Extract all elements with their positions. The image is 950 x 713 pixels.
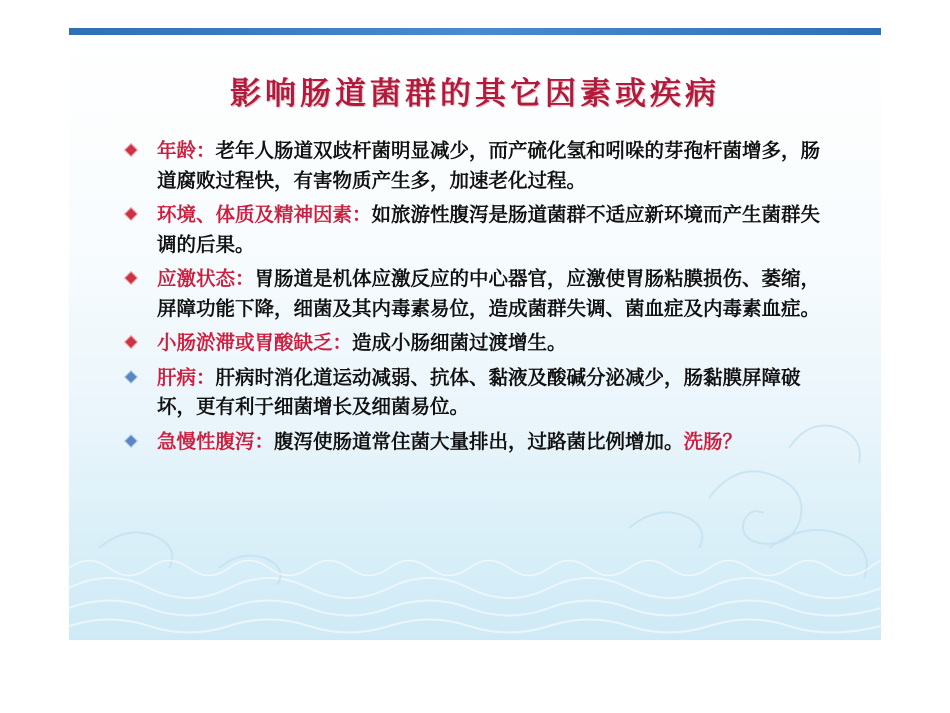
item-separator: ： <box>196 365 216 389</box>
diamond-bullet-icon <box>125 435 136 446</box>
list-item <box>127 136 827 195</box>
item-text: 造成小肠细菌过渡增生。 <box>352 331 567 354</box>
item-text: 肝病时消化道运动减弱、抗体、黏液及酸碱分泌减少，肠黏膜屏障破坏，更有利于细菌增长及细菌易位。 <box>157 365 801 418</box>
item-tail-question: 洗肠？ <box>683 429 743 453</box>
item-separator: ： <box>332 331 353 354</box>
item-separator: ： <box>235 267 255 290</box>
diamond-bullet-icon <box>125 144 136 155</box>
item-term: 年龄 <box>157 139 197 162</box>
slide-title: 影响肠道菌群的其它因素或疾病 <box>230 76 720 112</box>
slide <box>69 28 881 640</box>
item-term: 急慢性腹泻 <box>157 429 255 453</box>
list-item <box>127 363 827 422</box>
item-term: 肝病 <box>157 365 197 389</box>
item-separator: ： <box>352 203 372 226</box>
diamond-bullet-icon <box>125 208 136 219</box>
list-item <box>127 328 827 358</box>
item-term: 环境、体质及精神因素 <box>157 203 353 226</box>
bullet-list <box>127 136 827 461</box>
item-term: 应激状态 <box>157 267 236 290</box>
item-separator: ： <box>254 429 275 453</box>
diamond-bullet-icon <box>125 272 136 283</box>
item-text: 老年人肠道双歧杆菌明显减少，而产硫化氢和吲哚的芽孢杆菌增多，肠道腐败过程快，有害物质产生多，加速老化过程。 <box>157 139 821 192</box>
item-text: 如旅游性腹泻是肠道菌群不适应新环境而产生菌群失调的后果。 <box>157 203 821 256</box>
diamond-bullet-icon <box>125 371 136 382</box>
item-separator: ： <box>196 139 216 162</box>
diamond-bullet-icon <box>125 336 136 347</box>
list-item <box>127 427 827 457</box>
item-text: 腹泻使肠道常住菌大量排出，过路菌比例增加。 <box>274 429 684 453</box>
list-item <box>127 200 827 259</box>
item-text: 胃肠道是机体应激反应的中心器官，应激使胃肠粘膜损伤、萎缩，屏障功能下降，细菌及其内毒素易位，造成菌群失调、菌血症及内毒素血症。 <box>157 267 821 320</box>
list-item <box>127 264 827 323</box>
item-term: 小肠淤滞或胃酸缺乏 <box>157 331 333 354</box>
